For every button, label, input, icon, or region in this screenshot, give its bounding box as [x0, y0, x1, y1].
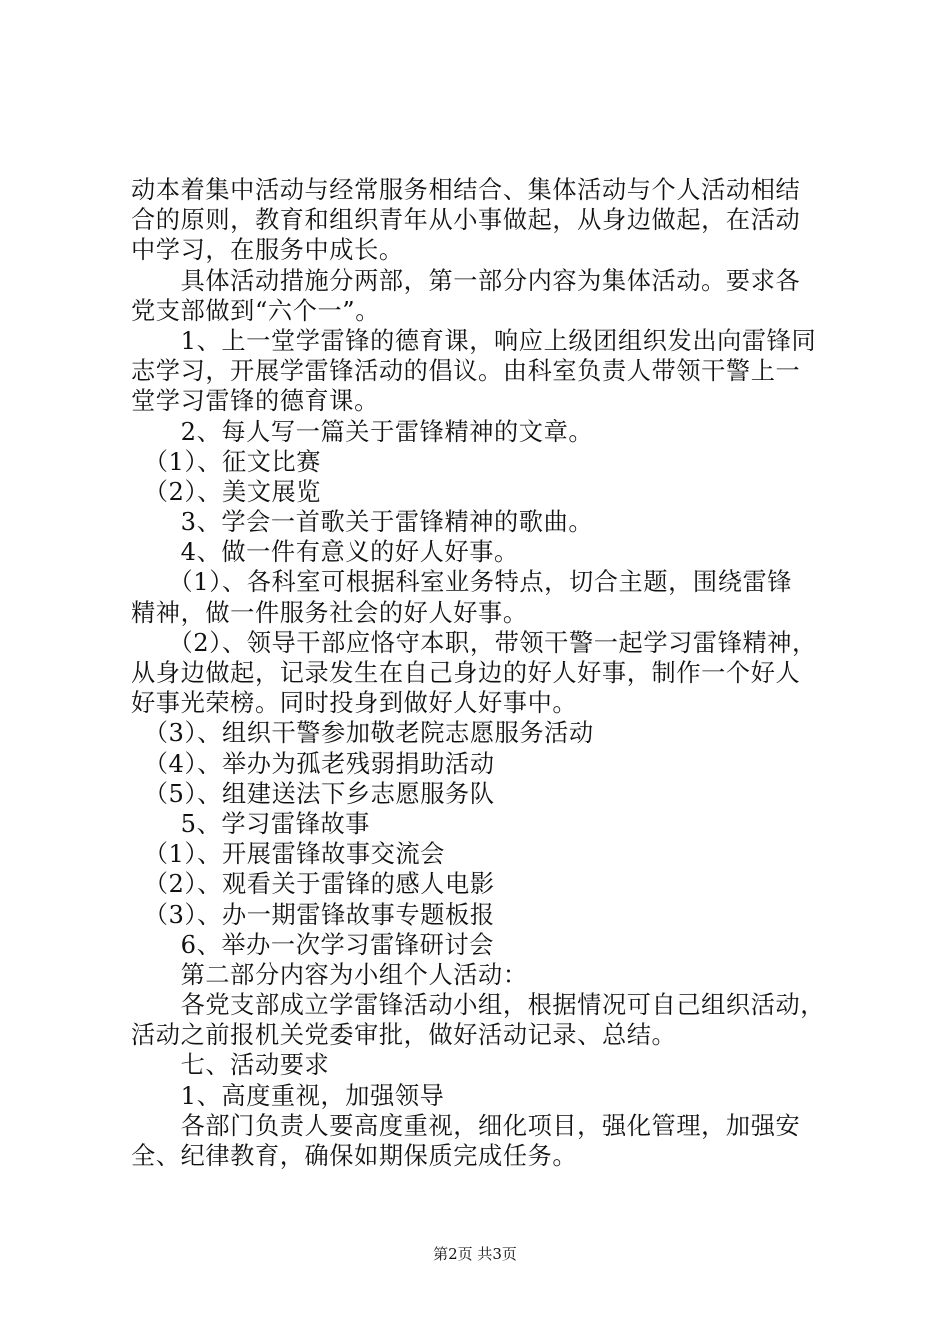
text-line: 3、学会一首歌关于雷锋精神的歌曲。	[131, 508, 594, 537]
text-line: 各党支部成立学雷锋活动小组，根据情况可自己组织活动，	[131, 991, 826, 1020]
page-number-footer: 第2页 共3页	[433, 1245, 517, 1263]
text-line: （1）、征文比赛	[131, 447, 322, 476]
text-line: （2）、观看关于雷锋的感人电影	[131, 870, 495, 899]
text-line: 中学习，在服务中成长。	[131, 236, 404, 265]
text-line: 4、做一件有意义的好人好事。	[131, 538, 519, 567]
text-line: （1）、各科室可根据科室业务特点，切合主题，围绕雷锋	[131, 568, 793, 597]
text-line: （5）、组建送法下乡志愿服务队	[131, 779, 495, 808]
text-line: 好事光荣榜。同时投身到做好人好事中。	[131, 689, 578, 718]
text-line: 第二部分内容为小组个人活动：	[131, 960, 528, 989]
text-line: 志学习，开展学雷锋活动的倡议。由科室负责人带领干警上一	[131, 357, 801, 386]
text-line: （2）、美文展览	[131, 477, 322, 506]
text-line: 1、高度重视，加强领导	[131, 1081, 445, 1110]
document-body	[131, 175, 836, 1171]
text-line: 合的原则，教育和组织青年从小事做起，从身边做起，在活动	[131, 206, 801, 235]
text-line: （4）、举办为孤老残弱捐助活动	[131, 749, 495, 778]
text-line: 七、活动要求	[131, 1051, 330, 1080]
text-line: 各部门负责人要高度重视，细化项目，强化管理，加强安	[131, 1111, 801, 1140]
text-line: 堂学习雷锋的德育课。	[131, 387, 379, 416]
text-line: 2、每人写一篇关于雷锋精神的文章。	[131, 417, 594, 446]
text-line: （3）、组织干警参加敬老院志愿服务活动	[131, 719, 594, 748]
text-line: 6、举办一次学习雷锋研讨会	[131, 930, 495, 959]
text-line: （2）、领导干部应恪守本职，带领干警一起学习雷锋精神，	[131, 628, 817, 657]
text-line: 从身边做起，记录发生在自己身边的好人好事，制作一个好人	[131, 659, 801, 687]
text-line: （1）、开展雷锋故事交流会	[131, 840, 446, 869]
text-line: 精神，做一件服务社会的好人好事。	[131, 598, 528, 627]
text-line: 具体活动措施分两部，第一部分内容为集体活动。要求各	[131, 266, 801, 295]
text-line: 全、纪律教育，确保如期保质完成任务。	[131, 1142, 578, 1170]
text-line: （3）、办一期雷锋故事专题板报	[131, 900, 495, 929]
text-line: 活动之前报机关党委审批，做好活动记录、总结。	[131, 1021, 677, 1050]
text-line: 党支部做到“六个一”。	[131, 296, 381, 325]
text-line: 1、上一堂学雷锋的德育课，响应上级团组织发出向雷锋同	[131, 326, 817, 355]
text-line: 5、学习雷锋故事	[131, 809, 371, 838]
text-line: 动本着集中活动与经常服务相结合、集体活动与个人活动相结	[131, 176, 801, 204]
